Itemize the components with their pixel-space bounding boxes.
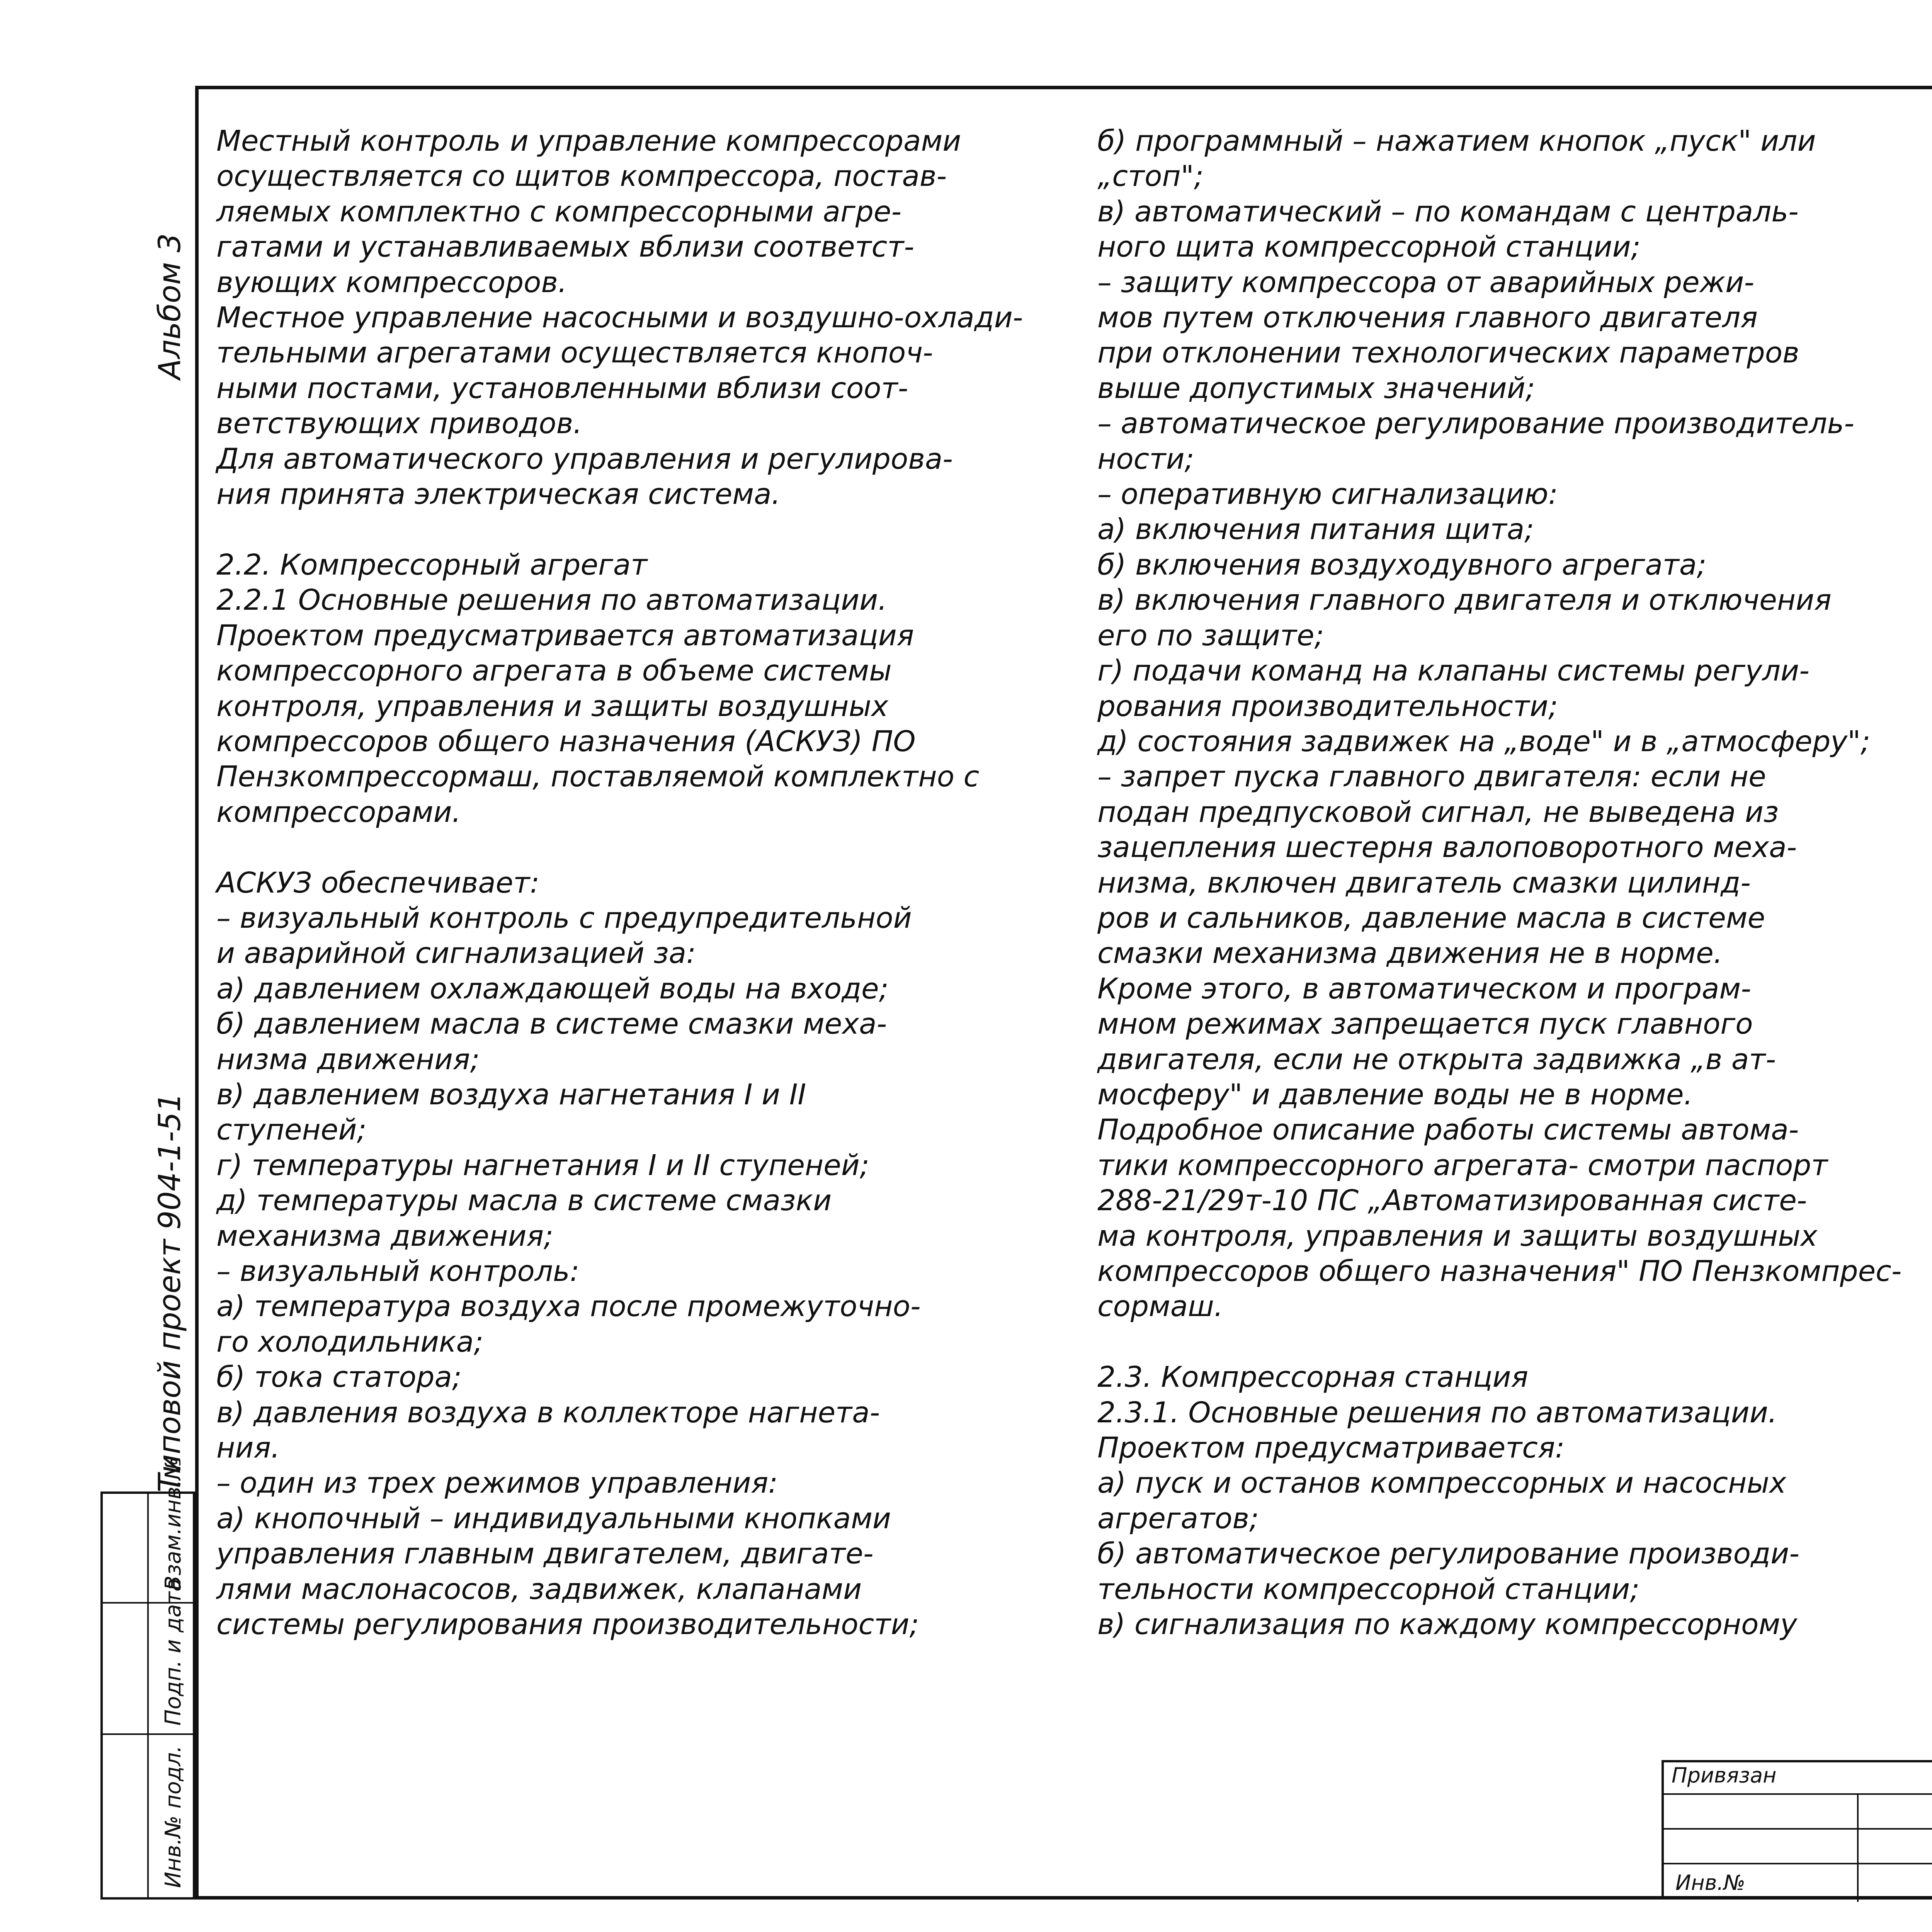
text-line: в) сигнализация по каждому компрессорному [1097, 1608, 1798, 1641]
text-line: – визуальный контроль с предупредительной [216, 901, 912, 935]
text-line: г) подачи команд на клапаны системы регули- [1097, 654, 1810, 688]
text-line: зацепления шестерня валоповоротного меха- [1097, 831, 1797, 864]
text-column-2 [1097, 124, 1902, 1642]
text-line: б) тока статора; [216, 1361, 462, 1394]
text-line: – запрет пуска главного двигателя: если не [1097, 760, 1766, 794]
stamp-label-inventory: Инв.№ подл. [161, 1745, 186, 1888]
stamp-label-signature: Подп. и дата [161, 1578, 186, 1726]
text-line: компрессоров общего назначения" ПО Пензкомпрес- [1097, 1255, 1902, 1288]
album-label: Альбом 3 [153, 233, 187, 379]
text-line: б) программный – нажатием кнопок „пуск" или [1097, 124, 1816, 158]
text-line: Пензкомпрессормаш, поставляемой комплектно с [216, 760, 980, 794]
text-line: сормаш. [1097, 1290, 1223, 1323]
text-line: Кроме этого, в автоматическом и програм- [1097, 972, 1751, 1005]
text-line: контроля, управления и защиты воздушных [216, 689, 888, 723]
text-line: рования производительности; [1097, 689, 1558, 723]
text-line: – оперативную сигнализацию: [1097, 478, 1558, 511]
text-line: смазки механизма движения не в норме. [1097, 937, 1723, 970]
text-line: 2.2. Компрессорный агрегат [216, 548, 648, 582]
text-line: г) температуры нагнетания I и II ступеней; [216, 1148, 869, 1182]
text-line: Проектом предусматривается: [1097, 1431, 1565, 1465]
text-line: управления главным двигателем, двигате- [216, 1537, 874, 1571]
text-line: АСКУЗ обеспечивает: [216, 866, 540, 900]
text-line: вующих компрессоров. [216, 265, 567, 299]
attached-label: Привязан [1672, 1763, 1777, 1787]
text-line: компрессорами. [216, 795, 461, 829]
text-line: Местное управление насосными и воздушно-охлади- [216, 301, 1023, 335]
text-line: низма движения; [216, 1043, 480, 1076]
text-line: ности; [1097, 442, 1194, 476]
text-line: 288-21/29т-10 ПС „Автоматизированная систе- [1097, 1184, 1807, 1218]
text-line: – визуальный контроль: [216, 1255, 580, 1288]
text-line: мов путем отключения главного двигателя [1097, 301, 1758, 335]
text-line: ными постами, установленными вблизи соот- [216, 371, 908, 405]
text-line: б) автоматическое регулирование производи- [1097, 1537, 1799, 1571]
text-line: тельными агрегатами осуществляется кнопоч- [216, 336, 933, 370]
text-line: Местный контроль и управление компрессорами [216, 124, 961, 158]
text-line: – один из трех режимов управления: [216, 1466, 778, 1500]
text-line: д) состояния задвижек на „воде" и в „атмосферу"; [1097, 724, 1871, 758]
text-line: ветствующих приводов. [216, 407, 582, 440]
text-line: Подробное описание работы системы автома- [1097, 1113, 1799, 1147]
text-line: в) автоматический – по командам с централь- [1097, 195, 1799, 228]
text-line: ния. [216, 1431, 280, 1465]
text-column-1 [216, 124, 1023, 1642]
text-line: д) температуры масла в системе смазки [216, 1184, 832, 1218]
text-line [216, 512, 1023, 547]
text-line: ния принята электрическая система. [216, 478, 781, 511]
text-line: его по защите; [1097, 619, 1324, 652]
text-line: а) температура воздуха после промежуточно- [216, 1290, 921, 1323]
text-line: б) включения воздуходувного агрегата; [1097, 548, 1707, 582]
text-line: ного щита компрессорной станции; [1097, 230, 1641, 264]
text-line: компрессоров общего назначения (АСКУЗ) ПО [216, 724, 916, 758]
text-line: а) кнопочный – индивидуальными кнопками [216, 1502, 891, 1535]
text-line: подан предпусковой сигнал, не выведена из [1097, 795, 1779, 829]
text-line: а) пуск и останов компрессорных и насосных [1097, 1466, 1786, 1500]
text-line: выше допустимых значений; [1097, 371, 1535, 405]
approval-stamp-column [100, 1457, 195, 1900]
text-line: двигателя, если не открыта задвижка „в ат- [1097, 1043, 1776, 1076]
text-line: в) давлением воздуха нагнетания I и II [216, 1078, 806, 1111]
text-line: тики компрессорного агрегата- смотри паспорт [1097, 1148, 1828, 1182]
text-line: 2.2.1 Основные решения по автоматизации. [216, 583, 887, 617]
text-line: агрегатов; [1097, 1502, 1259, 1535]
inv-label: Инв.№ [1675, 1871, 1745, 1895]
text-line [1097, 1325, 1902, 1360]
text-line: гатами и устанавливаемых вблизи соответст- [216, 230, 915, 264]
text-line: – защиту компрессора от аварийных режи- [1097, 265, 1755, 299]
text-line: лями маслонасосов, задвижек, клапанами [216, 1572, 862, 1606]
text-line: в) давления воздуха в коллекторе нагнета- [216, 1396, 880, 1429]
text-line: в) включения главного двигателя и отключения [1097, 583, 1832, 617]
text-line: при отклонении технологических параметров [1097, 336, 1799, 370]
text-line: ступеней; [216, 1113, 367, 1147]
text-line: Проектом предусматривается автоматизация [216, 619, 914, 652]
project-label: Типовой проект 904-1-51 [153, 1093, 187, 1492]
text-line: системы регулирования производительности; [216, 1608, 919, 1641]
text-line: низма, включен двигатель смазки цилинд- [1097, 866, 1751, 900]
text-line: 2.3. Компрессорная станция [1097, 1361, 1529, 1394]
text-line: 2.3.1. Основные решения по автоматизации. [1097, 1396, 1777, 1429]
text-line: осуществляется со щитов компрессора, постав- [216, 160, 947, 193]
text-line: „стоп"; [1097, 160, 1204, 193]
text-line: компрессорного агрегата в объеме системы [216, 654, 892, 688]
text-line: ров и сальников, давление масла в системе [1097, 901, 1765, 935]
text-line: механизма движения; [216, 1219, 553, 1253]
text-line: Для автоматического управления и регулирова- [216, 442, 953, 476]
text-line: – автоматическое регулирование производитель- [1097, 407, 1854, 440]
text-line: и аварийной сигнализацией за: [216, 937, 696, 970]
text-line: б) давлением масла в системе смазки меха- [216, 1007, 887, 1041]
attachment-block [1662, 1760, 1932, 1900]
text-line: го холодильника; [216, 1325, 483, 1359]
text-line: а) включения питания щита; [1097, 513, 1534, 546]
text-line: мосферу" и давление воды не в норме. [1097, 1078, 1693, 1111]
text-line [216, 830, 1023, 865]
text-line: мном режимах запрещается пуск главного [1097, 1007, 1753, 1041]
text-line: а) давлением охлаждающей воды на входе; [216, 972, 889, 1005]
text-line: ма контроля, управления и защиты воздушных [1097, 1219, 1818, 1253]
stamp-label-replace: Взам.инв.№ [161, 1457, 186, 1590]
text-line: тельности компрессорной станции; [1097, 1572, 1640, 1606]
text-line: ляемых комплектно с компрессорными агре- [216, 195, 902, 228]
